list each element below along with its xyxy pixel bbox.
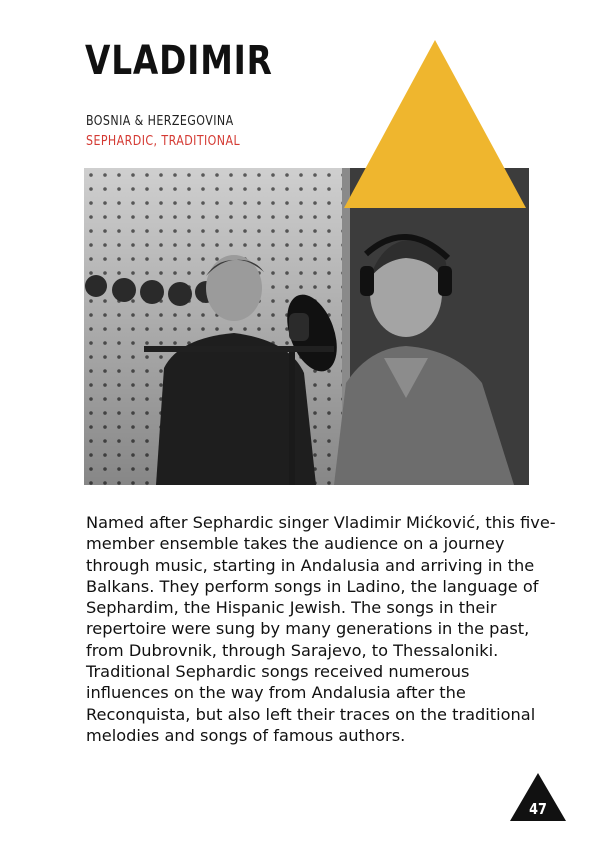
page-number: 47	[529, 800, 547, 818]
band-country: BOSNIA & HERZEGOVINA	[86, 114, 234, 129]
band-title: VLADIMIR	[85, 38, 273, 84]
band-photo-illustration	[84, 168, 529, 485]
accent-triangle	[344, 40, 526, 208]
band-description: Named after Sephardic singer Vladimir Mićković, this five-member ensemble takes the audience on a journey through music, starting in Andalusia and arriving in the Balkans. They perform songs in Ladino, the language of Sephardim, the Hispanic Jewish. The songs in their repertoire were sung by many generations in the past, from Dubrovnik, through Sarajevo, to Thessaloniki. Traditional Sephardic songs received numerous influences on the way from Andalusia after the Reconquista, but also left their traces on the traditional melodies and songs of famous authors.	[86, 513, 556, 745]
band-photo	[84, 168, 529, 485]
band-genre: SEPHARDIC, TRADITIONAL	[86, 134, 241, 149]
